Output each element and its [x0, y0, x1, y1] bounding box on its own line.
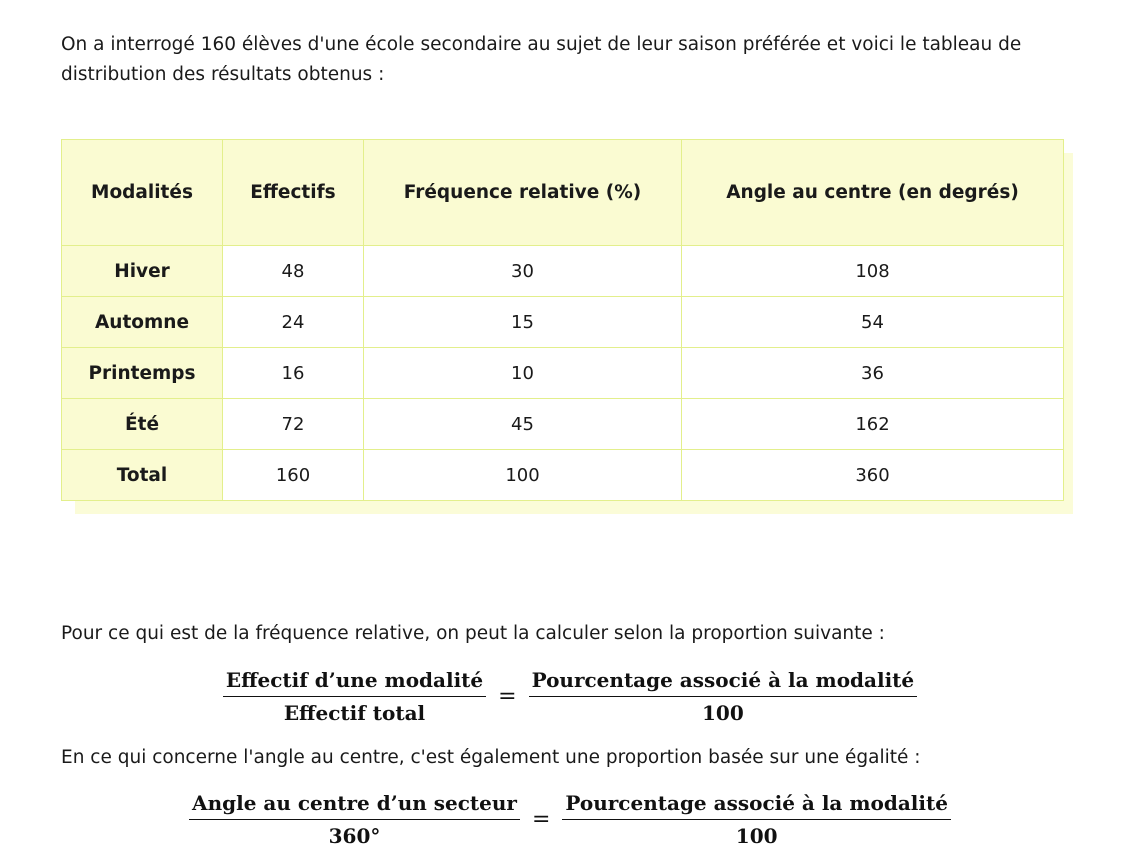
- formula2-right-numerator: Pourcentage associé à la modalité: [562, 791, 951, 820]
- cell-effectif: 72: [223, 399, 364, 450]
- cell-modalite: Été: [62, 399, 223, 450]
- cell-effectif: 24: [223, 297, 364, 348]
- table-header-row: [62, 140, 1064, 246]
- cell-angle: 54: [682, 297, 1064, 348]
- cell-frequence: 10: [364, 348, 682, 399]
- formula1-left-numerator: Effectif d’une modalité: [223, 668, 486, 697]
- frequency-formula: [0, 668, 1140, 725]
- header-modalites: Modalités: [62, 140, 223, 246]
- cell-modalite: Printemps: [62, 348, 223, 399]
- table-row: [62, 246, 1064, 297]
- cell-frequence: 30: [364, 246, 682, 297]
- formula2-right-denominator: 100: [735, 824, 778, 848]
- formula1-right-denominator: 100: [701, 701, 744, 725]
- formula2-left-fraction: [189, 791, 520, 848]
- table-row-total: [62, 450, 1064, 501]
- formula2-equals: =: [531, 807, 551, 832]
- angle-formula: [0, 791, 1140, 848]
- cell-effectif: 16: [223, 348, 364, 399]
- header-effectifs: Effectifs: [223, 140, 364, 246]
- cell-modalite: Hiver: [62, 246, 223, 297]
- formula1-right-numerator: Pourcentage associé à la modalité: [529, 668, 918, 697]
- formula1-right-fraction: [529, 668, 918, 725]
- table-row: [62, 297, 1064, 348]
- distribution-table: [61, 139, 1064, 501]
- formula1-left-denominator: Effectif total: [283, 701, 426, 725]
- cell-frequence: 100: [364, 450, 682, 501]
- cell-effectif: 48: [223, 246, 364, 297]
- cell-frequence: 15: [364, 297, 682, 348]
- header-angle: Angle au centre (en degrés): [682, 140, 1064, 246]
- table-row: [62, 399, 1064, 450]
- formula1-equals: =: [498, 684, 517, 709]
- cell-effectif: 160: [223, 450, 364, 501]
- formula2-right-fraction: [562, 791, 951, 848]
- cell-angle: 36: [682, 348, 1064, 399]
- cell-modalite: Total: [62, 450, 223, 501]
- formula2-left-numerator: Angle au centre d’un secteur: [189, 791, 520, 820]
- intro-paragraph: On a interrogé 160 élèves d'une école secondaire au sujet de leur saison préférée et voici le tableau de distribution des résultats obtenus :: [61, 34, 1022, 85]
- cell-angle: 108: [682, 246, 1064, 297]
- distribution-table-container: [61, 139, 1059, 501]
- table-row: [62, 348, 1064, 399]
- cell-angle: 360: [682, 450, 1064, 501]
- angle-explanation: En ce qui concerne l'angle au centre, c'est également une proportion basée sur une égalité :: [61, 747, 921, 768]
- cell-angle: 162: [682, 399, 1064, 450]
- formula2-left-denominator: 360°: [328, 824, 381, 848]
- cell-modalite: Automne: [62, 297, 223, 348]
- header-frequence: Fréquence relative (%): [364, 140, 682, 246]
- cell-frequence: 45: [364, 399, 682, 450]
- formula1-left-fraction: [223, 668, 486, 725]
- frequency-explanation: Pour ce qui est de la fréquence relative, on peut la calculer selon la proportion suivante :: [61, 623, 885, 644]
